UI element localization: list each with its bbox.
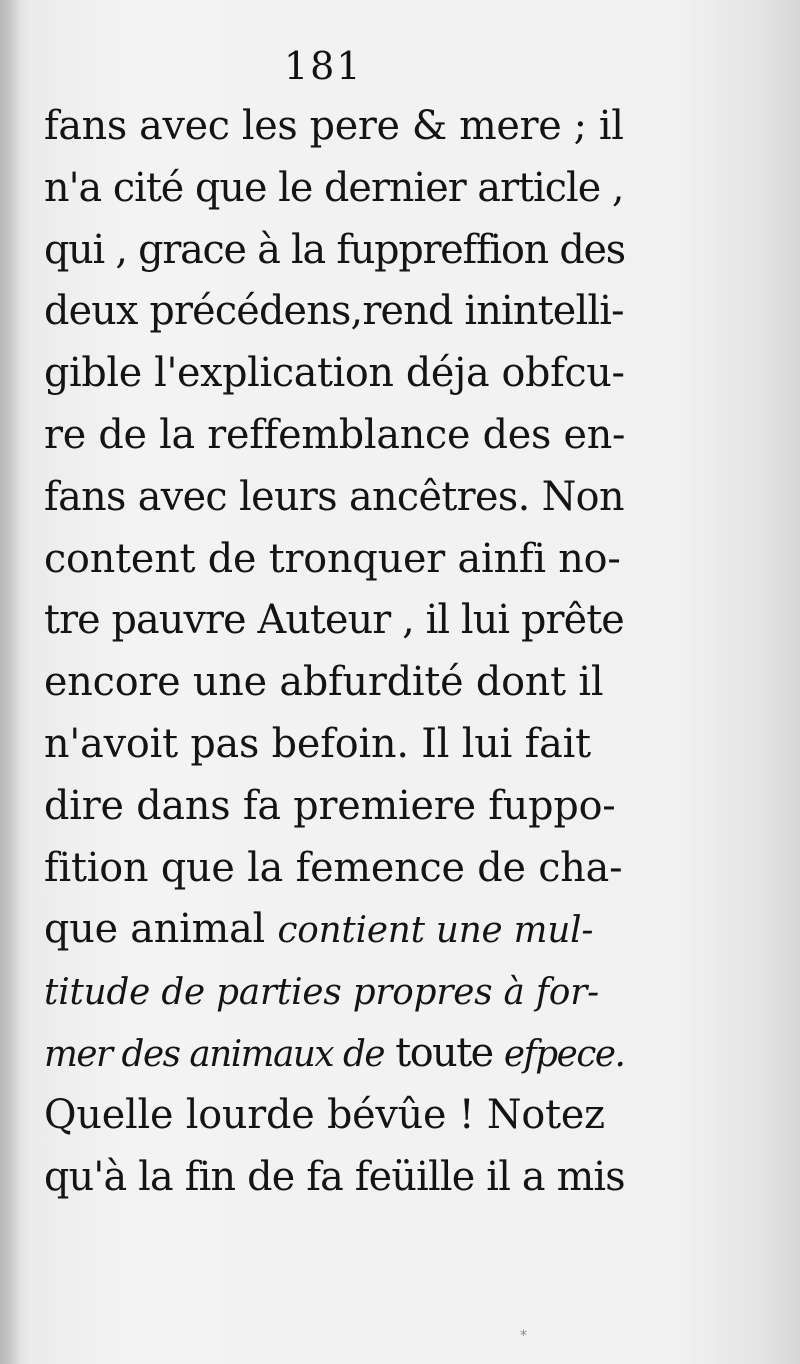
text-segment: tre pauvre Auteur , il lui prête	[44, 597, 624, 644]
page-number: 181	[284, 44, 363, 88]
italic-text-segment: titude de parties propres à for-	[44, 972, 600, 1014]
text-line	[44, 343, 629, 405]
text-segment: re de la reffemblance des en-	[44, 411, 626, 458]
text-segment: qui , grace à la fuppreffion des	[44, 226, 625, 273]
paper-speck: *	[520, 1328, 527, 1344]
text-segment: fans avec leurs ancêtres. Non	[44, 473, 624, 520]
text-line	[44, 838, 629, 900]
text-line	[44, 220, 629, 282]
text-line	[44, 776, 629, 838]
text-segment: Quelle lourde bévûe ! Notez	[44, 1091, 605, 1138]
text-line	[44, 714, 629, 776]
text-line	[44, 652, 629, 714]
text-segment: gible l'explication déja obfcu-	[44, 350, 625, 397]
text-segment: toute	[384, 1029, 504, 1076]
text-segment: qu'à la fin de fa feüille il a mis	[44, 1153, 625, 1200]
text-segment: content de tronquer ainfi no-	[44, 535, 621, 582]
text-line	[44, 467, 629, 529]
text-line	[44, 1085, 629, 1147]
text-segment: fition que la femence de cha-	[44, 844, 623, 891]
text-line	[44, 96, 629, 158]
text-line	[44, 961, 629, 1023]
text-segment: dire dans fa premiere fuppo-	[44, 782, 616, 829]
italic-text-segment: mer des animaux de	[44, 1033, 385, 1075]
text-line	[44, 158, 629, 220]
text-segment: que animal	[44, 906, 278, 953]
page-gutter-shadow	[0, 0, 20, 1364]
text-segment: fans avec les pere & mere ; il	[44, 103, 624, 149]
text-segment: deux précédens,rend inintelli-	[44, 288, 624, 335]
italic-text-segment: contient une mul-	[277, 910, 594, 952]
text-line	[44, 899, 629, 961]
text-line	[44, 1147, 629, 1209]
body-text	[44, 96, 634, 1208]
text-line	[44, 281, 629, 343]
text-line	[44, 405, 629, 467]
text-line	[44, 529, 629, 591]
text-line	[44, 590, 629, 652]
text-line	[44, 1023, 629, 1085]
italic-text-segment: efpece.	[503, 1033, 625, 1075]
text-segment: n'a cité que le dernier article ,	[44, 164, 624, 211]
text-segment: n'avoit pas befoin. Il lui fait	[44, 720, 591, 767]
text-segment: encore une abfurdité dont il	[44, 659, 604, 706]
